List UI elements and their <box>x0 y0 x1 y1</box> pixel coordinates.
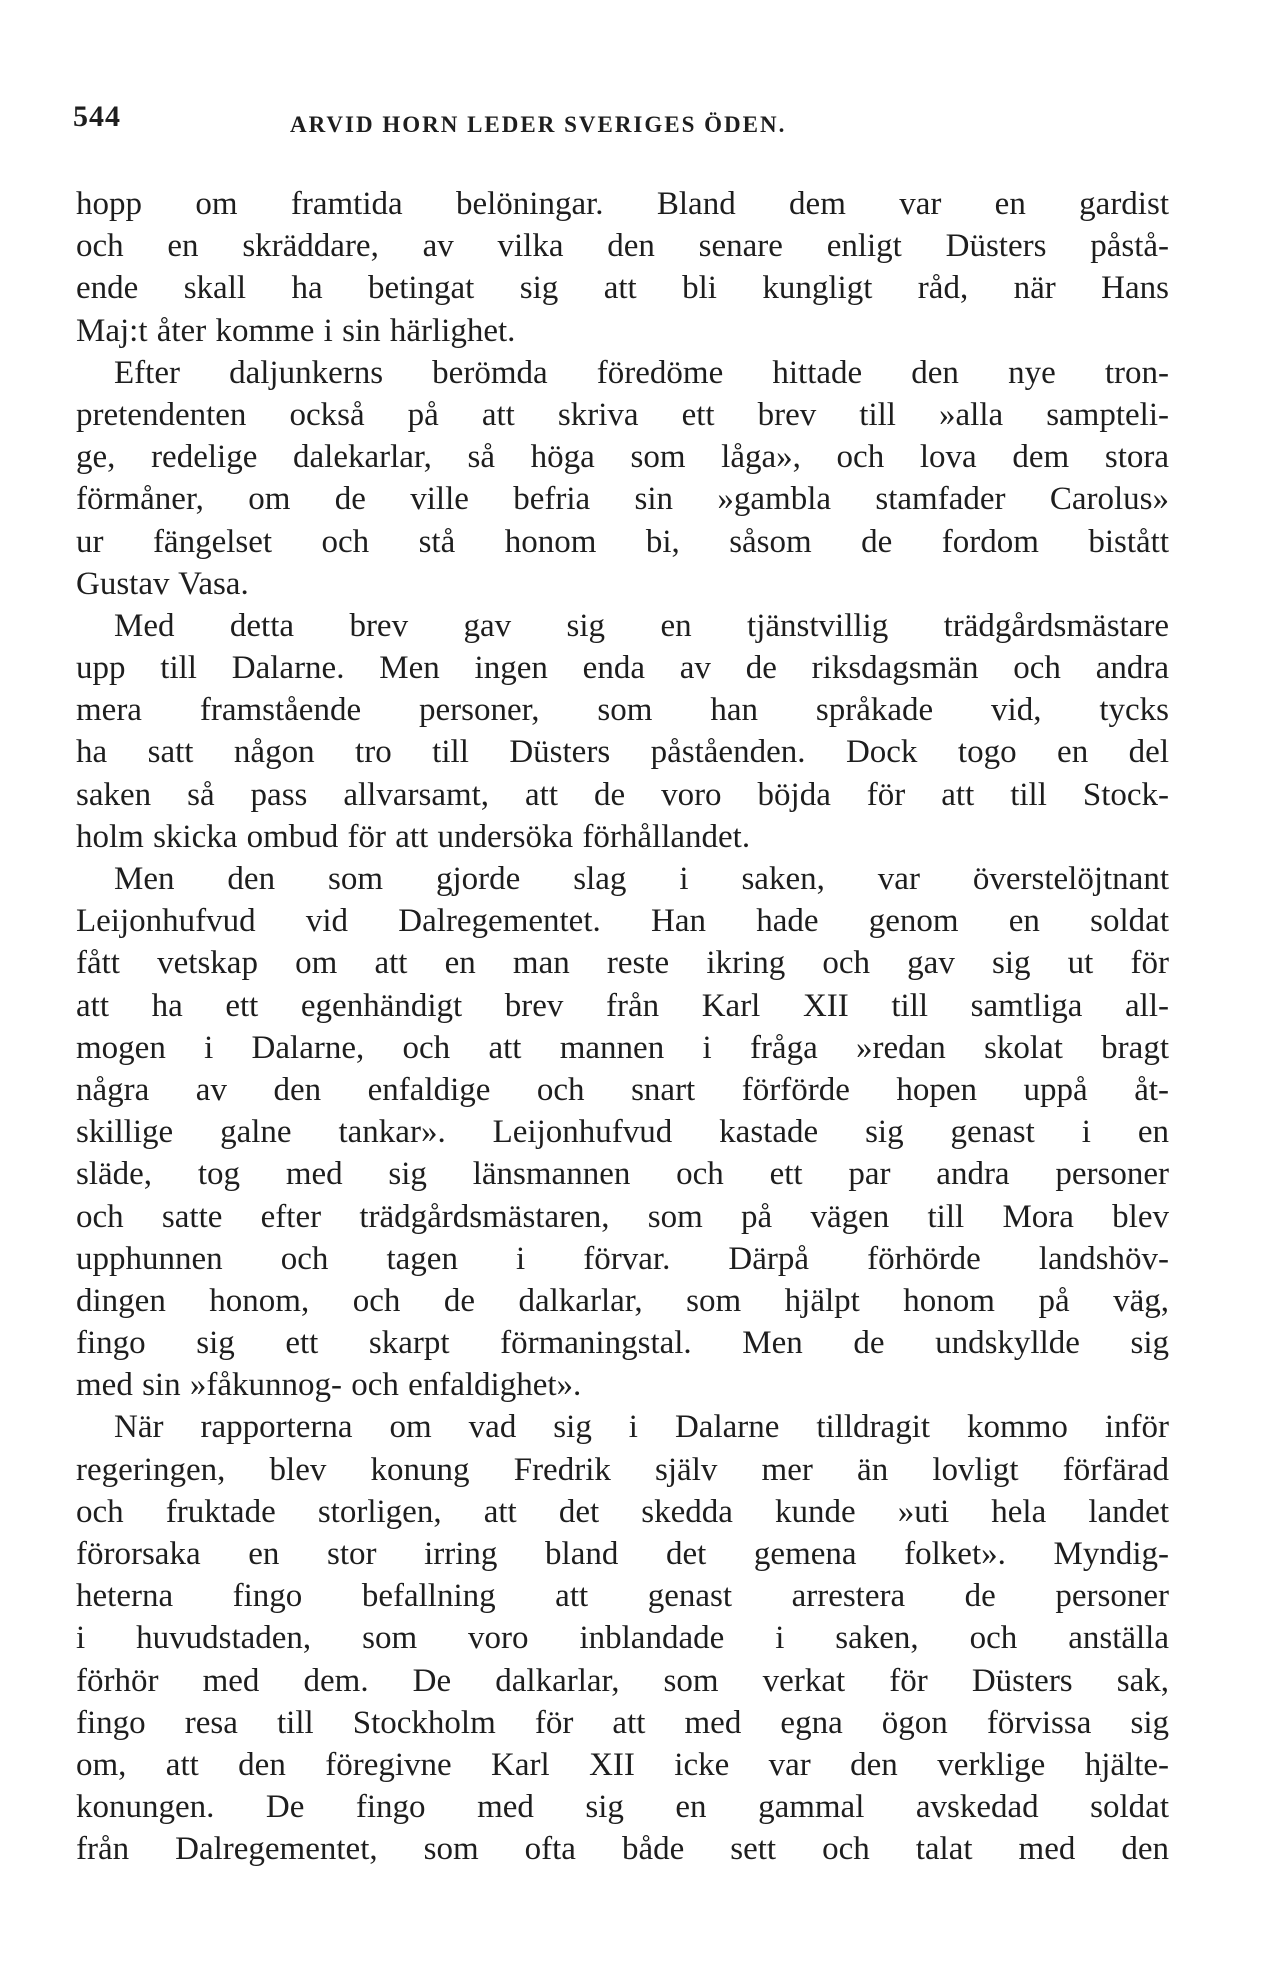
text-line: ur fängelset och stå honom bi, såsom de fordom bistått <box>76 523 1169 560</box>
text-line: fingo sig ett skarpt förmaningstal. Men de undskyllde sig <box>76 1325 1169 1362</box>
body-text <box>76 183 1169 1871</box>
text-line: upp till Dalarne. Men ingen enda av de riksdagsmän och andra <box>76 650 1169 687</box>
text-line: ende skall ha betingat sig att bli kungligt råd, när Hans <box>76 270 1169 307</box>
text-line: i huvudstaden, som voro inblandade i saken, och anställa <box>76 1620 1169 1657</box>
text-line: Efter daljunkerns berömda föredöme hittade den nye tron- <box>114 354 1169 391</box>
text-line: Med detta brev gav sig en tjänstvillig trädgårdsmästare <box>114 607 1169 644</box>
text-line: holm skicka ombud för att undersöka förhållandet. <box>76 818 751 855</box>
running-head: ARVID HORN LEDER SVERIGES ÖDEN. <box>290 112 787 137</box>
text-line: Maj:t åter komme i sin härlighet. <box>76 312 516 349</box>
text-line: heterna fingo befallning att genast arrestera de personer <box>76 1578 1169 1615</box>
text-line: fått vetskap om att en man reste ikring och gav sig ut för <box>76 945 1169 982</box>
text-line: När rapporterna om vad sig i Dalarne tilldragit kommo inför <box>114 1409 1169 1446</box>
text-line: skillige galne tankar». Leijonhufvud kastade sig genast i en <box>76 1114 1169 1151</box>
text-line: saken så pass allvarsamt, att de voro böjda för att till Stock- <box>76 776 1169 813</box>
text-line: upphunnen och tagen i förvar. Därpå förhörde landshöv- <box>76 1240 1169 1277</box>
text-line: fingo resa till Stockholm för att med egna ögon förvissa sig <box>76 1704 1169 1741</box>
text-line: och satte efter trädgårdsmästaren, som på vägen till Mora blev <box>76 1198 1169 1235</box>
text-line: Leijonhufvud vid Dalregementet. Han hade genom en soldat <box>76 903 1169 940</box>
text-line: regeringen, blev konung Fredrik själv mer än lovligt förfärad <box>76 1451 1169 1488</box>
text-line: Gustav Vasa. <box>76 565 249 602</box>
text-line: släde, tog med sig länsmannen och ett par andra personer <box>76 1156 1169 1193</box>
text-line: Men den som gjorde slag i saken, var överstelöjtnant <box>114 861 1169 897</box>
page-number: 544 <box>73 100 121 133</box>
text-line: pretendenten också på att skriva ett brev till »alla sampteli- <box>76 396 1169 433</box>
text-line: att ha ett egenhändigt brev från Karl XII till samtliga all- <box>76 987 1169 1024</box>
text-line: mogen i Dalarne, och att mannen i fråga »redan skolat bragt <box>76 1029 1169 1066</box>
text-line: och en skräddare, av vilka den senare enligt Düsters påstå- <box>76 228 1169 265</box>
text-line: konungen. De fingo med sig en gammal avskedad soldat <box>76 1789 1169 1826</box>
text-line: förorsaka en stor irring bland det gemena folket». Myndig- <box>76 1536 1169 1572</box>
text-line: några av den enfaldige och snart förförde hopen uppå åt- <box>76 1071 1169 1108</box>
text-line: mera framstående personer, som han språkade vid, tycks <box>76 692 1169 729</box>
text-line: om, att den föregivne Karl XII icke var den verklige hjälte- <box>76 1746 1169 1783</box>
text-line: förmåner, om de ville befria sin »gambla stamfader Carolus» <box>76 481 1169 518</box>
text-line: hopp om framtida belöningar. Bland dem var en gardist <box>76 186 1169 222</box>
text-line: ge, redelige dalekarlar, så höga som låga», och lova dem stora <box>76 439 1169 476</box>
text-line: dingen honom, och de dalkarlar, som hjälpt honom på väg, <box>76 1282 1169 1319</box>
text-line: förhör med dem. De dalkarlar, som verkat för Düsters sak, <box>76 1662 1169 1699</box>
text-line: från Dalregementet, som ofta både sett och talat med den <box>76 1831 1169 1868</box>
text-line: och fruktade storligen, att det skedda kunde »uti hela landet <box>76 1493 1169 1530</box>
text-line: med sin »fåkunnog- och enfaldighet». <box>76 1367 582 1404</box>
text-line: ha satt någon tro till Düsters påståenden. Dock togo en del <box>76 734 1169 771</box>
